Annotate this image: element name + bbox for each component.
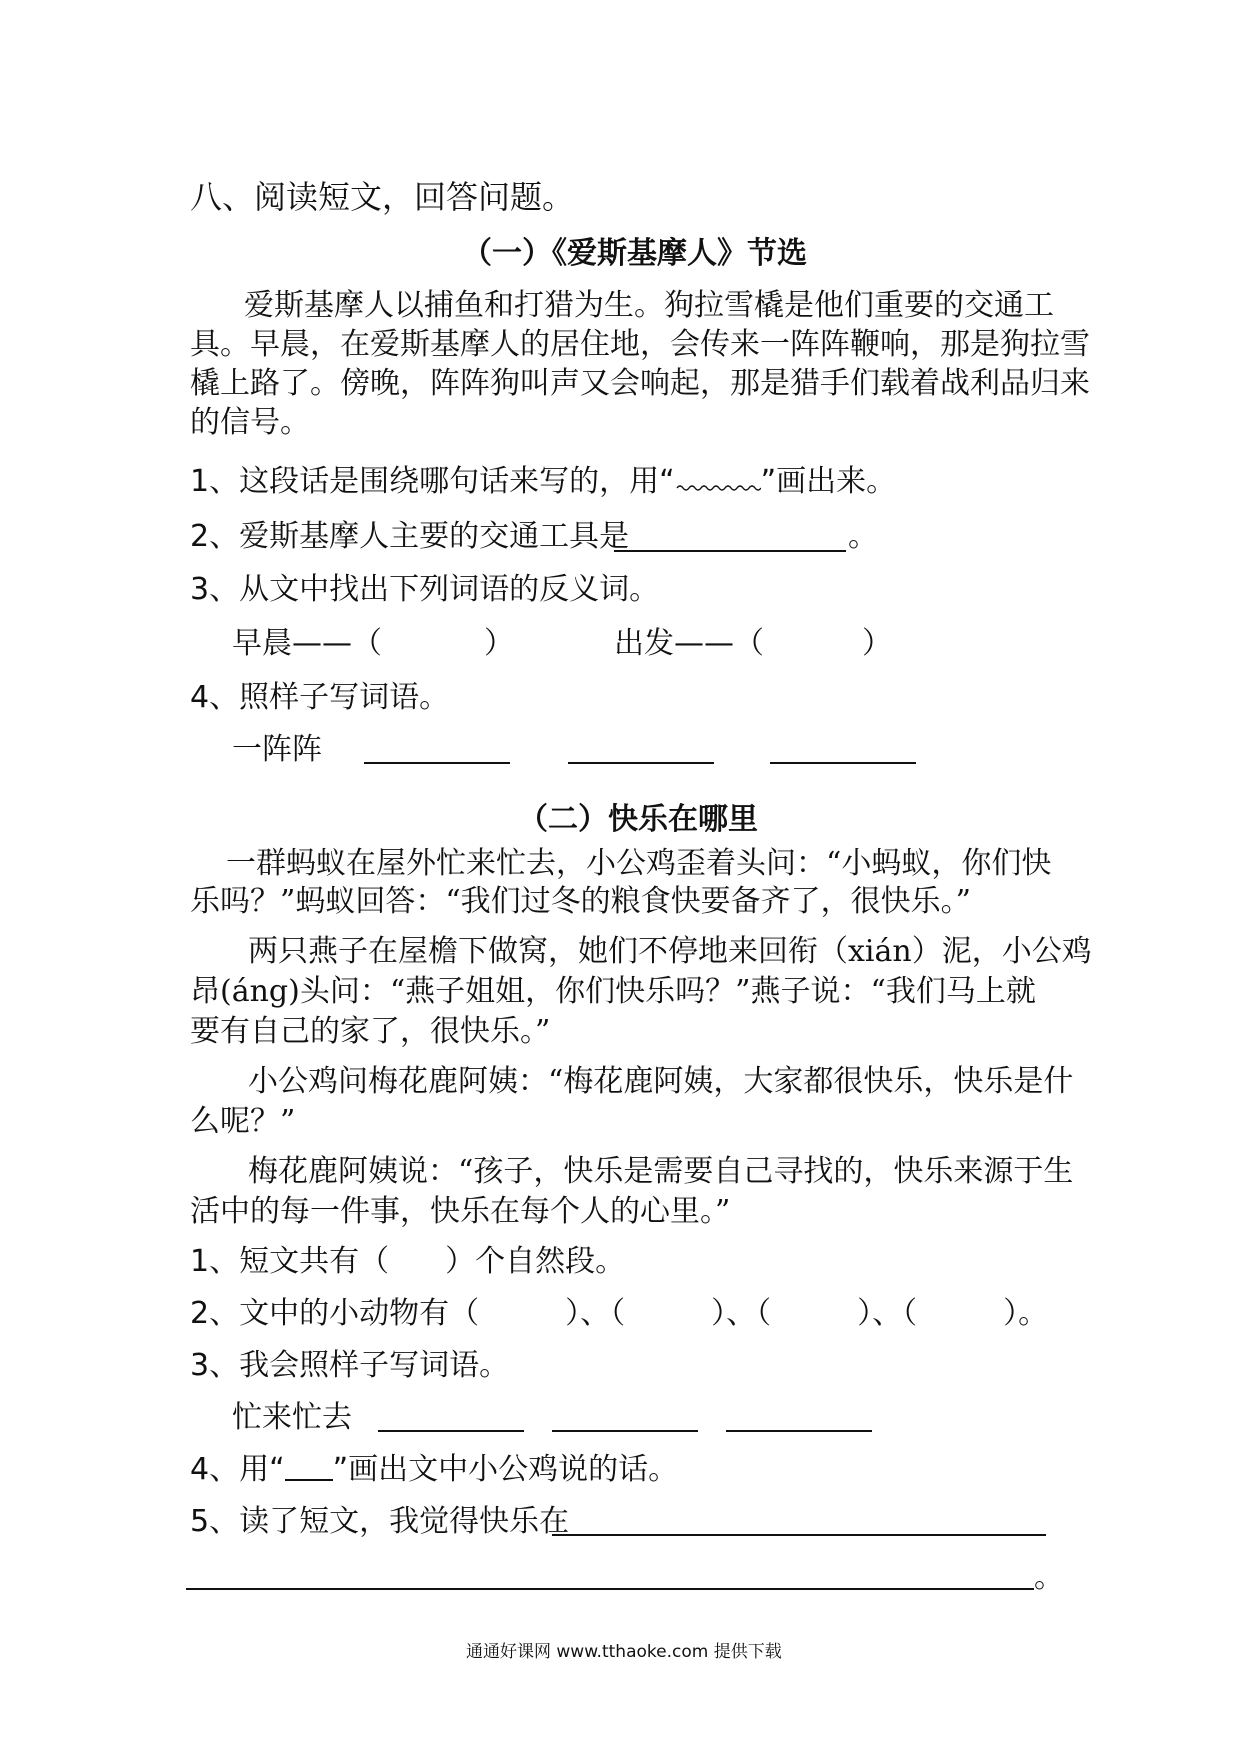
- passage2-line: 活中的每一件事，快乐在每个人的心里。”: [190, 1194, 731, 1229]
- wavy-underline-sample: [675, 479, 761, 493]
- passage1-line: 具。早晨，在爱斯基摩人的居住地，会传来一阵阵鞭响，那是狗拉雪: [190, 327, 1090, 362]
- separator: ）、（: [857, 1296, 918, 1331]
- straight-underline-sample: [285, 1453, 333, 1481]
- sample-word: 忙来忙去: [232, 1400, 352, 1435]
- paren-close: ）: [862, 626, 892, 661]
- footer-credit: 通通好课网 www.tthaoke.com 提供下载: [466, 1642, 782, 1662]
- answer-line[interactable]: [552, 1430, 698, 1432]
- passage2-line: 小公鸡问梅花鹿阿姨：“梅花鹿阿姨，大家都很快乐，快乐是什: [248, 1064, 1074, 1099]
- period: 。: [1034, 1560, 1064, 1595]
- passage2-line: 要有自己的家了，很快乐。”: [190, 1014, 551, 1049]
- sample-word: 一阵阵: [232, 732, 322, 767]
- answer-line[interactable]: [186, 1588, 1034, 1590]
- passage2-question-5: 5、读了短文，我觉得快乐在: [190, 1504, 570, 1539]
- passage1-question-2: 2、爱斯基摩人主要的交通工具是: [190, 519, 630, 554]
- answer-line[interactable]: [364, 762, 510, 764]
- passage1-line: 爱斯基摩人以捕鱼和打猎为生。狗拉雪橇是他们重要的交通工: [244, 288, 1054, 323]
- passage1-line: 的信号。: [190, 405, 310, 440]
- answer-line[interactable]: [614, 550, 846, 552]
- passage2-title: （二）快乐在哪里: [518, 802, 758, 837]
- question-text: 4、用“: [190, 1452, 285, 1487]
- answer-line[interactable]: [770, 762, 916, 764]
- passage2-line: 两只燕子在屋檐下做窝，她们不停地来回衔（xián）泥，小公鸡: [248, 934, 1092, 969]
- question-text: 1、这段话是围绕哪句话来写的，用“: [190, 464, 675, 499]
- passage1-line: 橇上路了。傍晚，阵阵狗叫声又会响起，那是猎手们载着战利品归来: [190, 366, 1090, 401]
- separator: ）。: [1003, 1296, 1049, 1331]
- separator: ）、（: [711, 1296, 772, 1331]
- question-text: ”画出来。: [760, 464, 897, 499]
- passage2-question-1: [190, 1240, 625, 1284]
- question-text: ）个自然段。: [445, 1244, 626, 1279]
- separator: ）、（: [565, 1296, 626, 1331]
- passage2-line: 梅花鹿阿姨说：“孩子，快乐是需要自己寻找的，快乐来源于生: [248, 1154, 1074, 1189]
- passage2-line: 乐吗？”蚂蚁回答：“我们过冬的粮食快要备齐了，很快乐。”: [190, 884, 972, 919]
- passage1-question-3: 3、从文中找出下列词语的反义词。: [190, 572, 660, 607]
- question-text: 2、文中的小动物有（: [190, 1296, 480, 1331]
- paren-close: ）: [484, 626, 514, 661]
- passage2-question-2: [190, 1292, 1048, 1336]
- answer-line[interactable]: [726, 1430, 872, 1432]
- passage1-question-4: 4、照样子写词语。: [190, 680, 450, 715]
- answer-line[interactable]: [552, 1534, 1046, 1536]
- passage2-question-3: 3、我会照样子写词语。: [190, 1348, 510, 1383]
- answer-line[interactable]: [378, 1430, 524, 1432]
- passage2-question-4: [190, 1448, 678, 1492]
- passage2-line: 么呢？”: [190, 1104, 296, 1139]
- passage1-title: （一）《爱斯基摩人》节选: [462, 236, 807, 271]
- question-text: 1、短文共有（: [190, 1244, 390, 1279]
- antonym-prompt-2: 出发——（: [614, 626, 764, 661]
- passage1-question-1: [190, 460, 896, 504]
- passage2-line: 昂(áng)头问：“燕子姐姐，你们快乐吗？”燕子说：“我们马上就: [190, 974, 1036, 1009]
- passage2-line: 一群蚂蚁在屋外忙来忙去，小公鸡歪着头问：“小蚂蚁，你们快: [226, 846, 1052, 881]
- answer-line[interactable]: [568, 762, 714, 764]
- section-title: 八、阅读短文，回答问题。: [190, 178, 575, 216]
- antonym-prompt-1: 早晨——（: [232, 626, 382, 661]
- question-text: ”画出文中小公鸡说的话。: [332, 1452, 679, 1487]
- period: 。: [848, 519, 878, 554]
